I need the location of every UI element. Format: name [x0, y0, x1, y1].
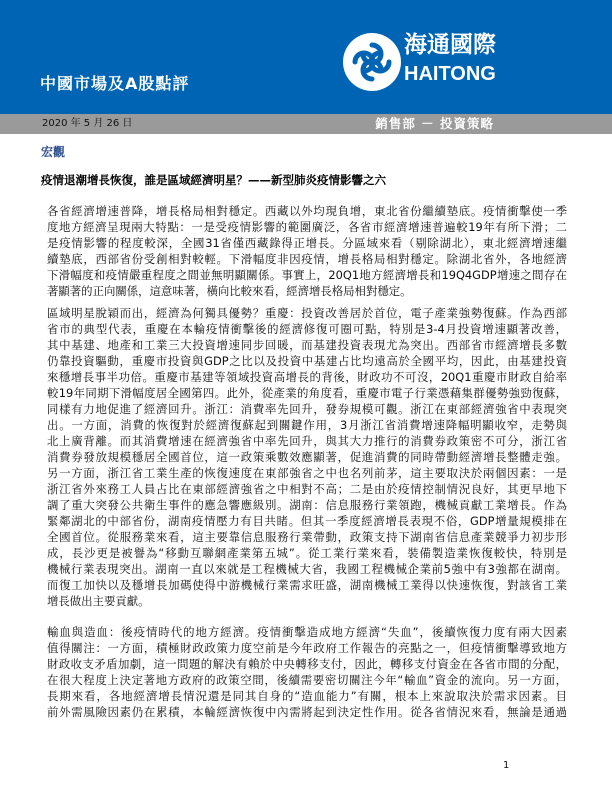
paragraph-line: 各省經濟增速普降，增長格局相對穩定。西藏以外均現負增，東北省份繼續墊底。疫情衝擊使一季	[47, 204, 567, 218]
paragraph-line: 另一方面，浙江省工業生產的恢復速度在東部強省之中也名列前茅，這主要取決於兩個因素：一是	[47, 466, 567, 480]
paragraph-line: 消費券發放規模穩居全國首位，這一政策乘數效應顯著，促進消費的同時帶動經濟增長整體走強。	[47, 450, 567, 464]
paragraph-line: 輸血與造血：後疫情時代的地方經濟。疫情衝擊造成地方經濟“失血”，後續恢復力度有兩大因素	[47, 625, 567, 639]
paragraph-line: 前外需風險因素仍在累積，本輪經濟恢復中內需將起到決定性作用。從各省情況來看，無論是通過	[47, 705, 567, 719]
article-title: 疫情退潮增長恢復，誰是區域經濟明星？——新型肺炎疫情影響之六	[41, 173, 386, 187]
paragraph-line: 長期來看，各地經濟增長情況還是同其自身的“造血能力”有關，根本上來說取決於需求因素。目	[47, 689, 567, 703]
body-paragraph	[47, 624, 567, 720]
haitong-logo-icon	[342, 31, 402, 93]
paragraph-line: 仍靠投資驅動，重慶市投資與GDP之比以及投資中基建占比均遠高於全國平均，因此，由基建投資	[47, 354, 567, 368]
paragraph-line: 來穩增長事半功倍。重慶市基建等領域投資高增長的背後，財政功不可沒，20Q1重慶市財政自給率	[47, 370, 567, 384]
paragraph-line: 浙江省外來務工人員占比在東部經濟強省之中相對不高；二是由於疫情控制情況良好，其更早地下	[47, 482, 567, 496]
paragraph-line: 而復工加快以及穩增長加碼使得中游機械行業需求旺盛，湖南機械工業得以快速恢復，對該省工業	[47, 578, 567, 592]
paragraph-line: 下滑幅度和疫情嚴重程度之間並無明顯關係。事實上，20Q1地方經濟增長和19Q4GDP增速之間存在	[47, 268, 567, 282]
paragraph-line: 省市的典型代表，重慶在本輪疫情衝擊後的經濟修復可圈可點，特別是3-4月投資增速顯著改善，	[47, 322, 567, 336]
page-number: 1	[503, 760, 510, 771]
paragraph-line: 區域明星脫穎而出，經濟為何獨具優勢？重慶：投資改善居於首位，電子產業強勢復蘇。作為西部	[47, 306, 567, 320]
paragraph-line: 值得關注：一方面，積極財政政策力度空前是今年政府工作報告的亮點之一，但疫情衝擊導致地方	[47, 641, 567, 655]
paragraph-line: 增長做出主要貢獻。	[47, 594, 150, 608]
paragraph-line: 著顯著的正向關係，這意味著，橫向比較來看，經濟增長格局相對穩定。	[47, 284, 412, 298]
logo-english-name: HAITONG	[404, 63, 496, 85]
info-band	[0, 114, 612, 134]
logo-chinese-name: 海通國際	[404, 32, 496, 58]
department-label: 銷售部 － 投資策略	[375, 116, 494, 131]
paragraph-line: 緊鄰湖北的中部省份，湖南疫情壓力有目共睹。但其一季度經濟增長表現不俗，GDP增量規模排在	[47, 514, 567, 528]
paragraph-line: 全國首位。從服務業來看，這主要靠信息服務行業帶動，政策支持下湖南省信息產業競爭力初步形	[47, 530, 567, 544]
paragraph-line: 財政收支矛盾加劇，這一問題的解決有賴於中央轉移支付，因此，轉移支付資金在各省市間的分配，	[47, 657, 567, 671]
paragraph-line: 其中基建、地產和工業三大投資增速同步回暖，而基建投資表現尤為突出。西部省市經濟增長多數	[47, 338, 567, 352]
report-date: 2020 年 5 月 26 日	[42, 118, 133, 129]
paragraph-line: 調了重大突發公共衛生事件的應急響應級別。湖南：信息服務行業領跑，機械貢獻工業增長。作為	[47, 498, 567, 512]
paragraph-line: 是疫情影響的程度較深，全國31省僅西藏錄得正增長。分區域來看（剔除湖北），東北經濟增速繼	[47, 236, 567, 250]
paragraph-line: 機械行業表現突出。湖南一直以來就是工程機械大省，我國工程機械企業前5強中有3強都在湖南。	[47, 562, 567, 576]
paragraph-line: 續墊底，西部省份受創相對較輕。下滑幅度非因疫情，增長格局相對穩定。除湖北省外，各地經濟	[47, 252, 567, 266]
paragraph-line: 出。一方面，消費的恢復對於經濟復蘇起到關鍵作用，3月浙江省消費增速降幅明顯收窄，走勢與	[47, 418, 567, 432]
paragraph-line: 同樣有力地促進了經濟回升。浙江：消費率先回升，發券規模可觀。浙江在東部經濟強省中表現突	[47, 402, 567, 416]
paragraph-line: 較19年同期下滑幅度居全國第四。此外，從產業的角度看，重慶市電子行業憑藉集群優勢強勁復蘇，	[47, 386, 567, 400]
body-paragraph	[47, 203, 567, 299]
body-paragraph	[47, 305, 567, 609]
report-series-title: 中國市場及A股點評	[40, 74, 190, 93]
paragraph-line: 北上廣背離。而其消費增速在經濟強省中率先回升，與其大力推行的消費券政策密不可分，浙江省	[47, 434, 567, 448]
paragraph-line: 成，長沙更是被譽為“移動互聯網產業第五城”。從工業行業來看，裝備製造業恢復較快，特別是	[47, 546, 567, 560]
paragraph-line: 在很大程度上決定著地方政府的政策空間，後續需要密切關注今年“輸血”資金的流向。另一方面，	[47, 673, 567, 687]
paragraph-line: 度地方經濟呈現兩大特點：一是受疫情影響的範圍廣泛，各省市經濟增速普遍較19年有所下滑；二	[47, 220, 567, 234]
header-banner	[0, 0, 612, 114]
section-heading: 宏觀	[41, 145, 66, 159]
